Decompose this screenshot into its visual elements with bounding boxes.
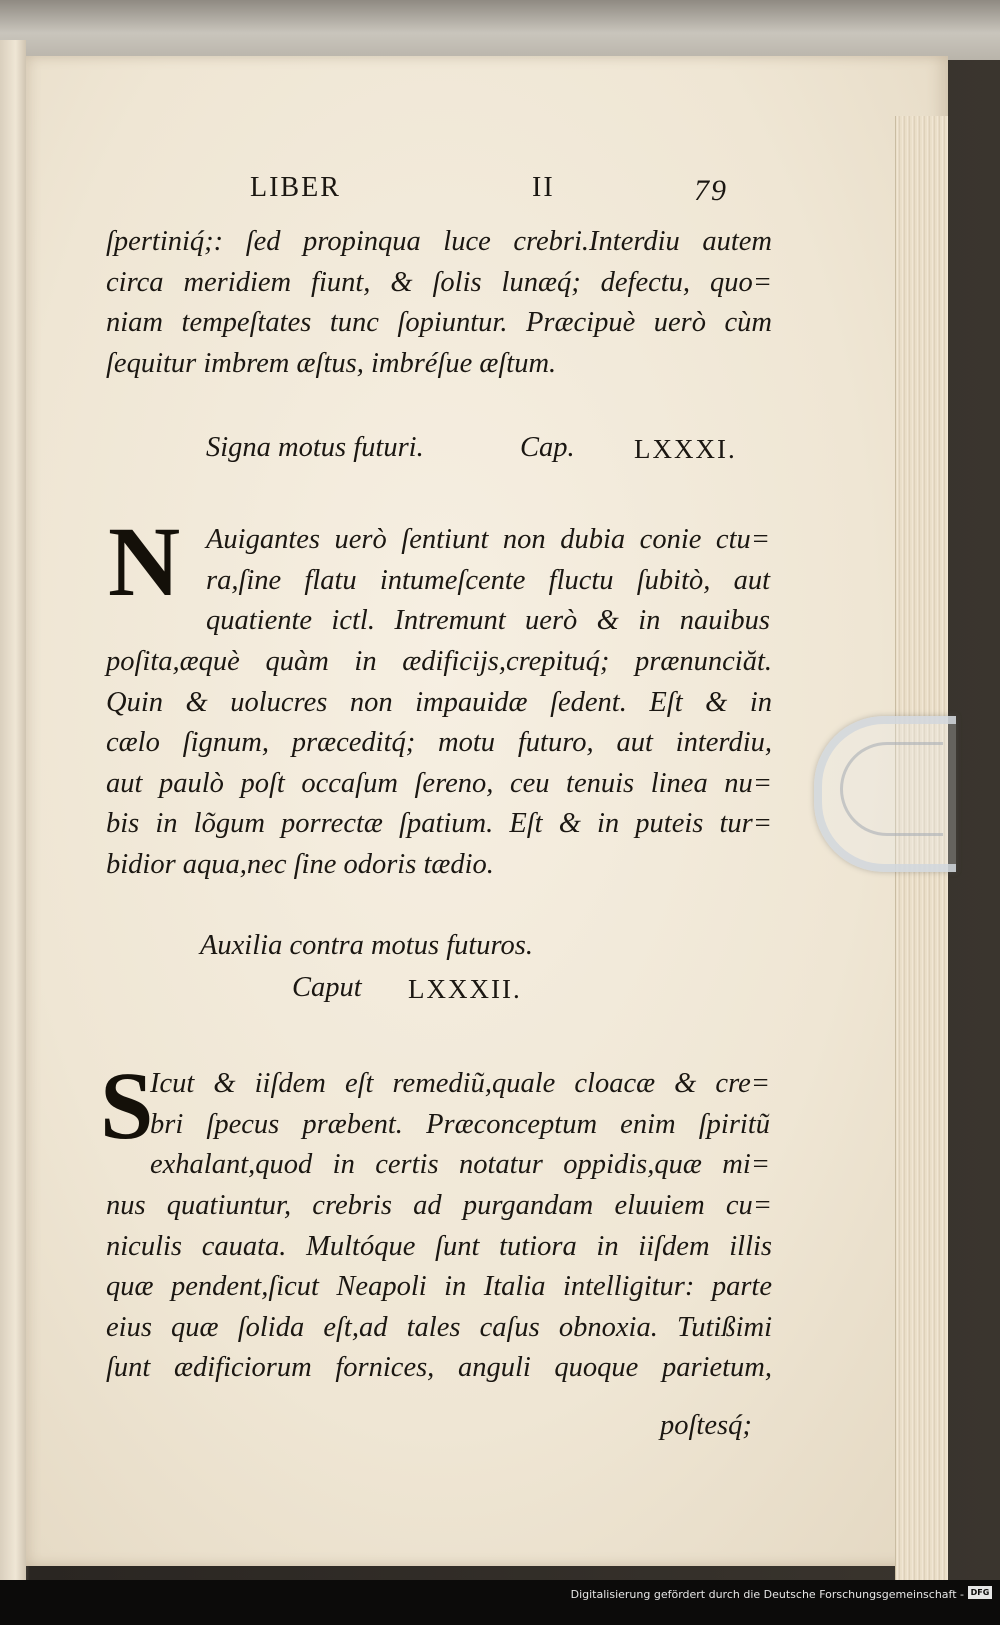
paper-clip-inner-loop — [840, 742, 943, 836]
page-number: 79 — [694, 174, 728, 207]
text-line: bidior aqua,nec ſine odoris tædio. — [106, 848, 494, 880]
chapter-81-cap-label: Cap. — [520, 432, 575, 463]
text-line: Icut & iiſdem eſt remediũ,quale cloacæ & cre= — [150, 1068, 770, 1099]
text-line: quatiente ictl. Intremunt uerò & in nauibus — [206, 605, 770, 636]
paragraph-2 — [106, 642, 772, 885]
chapter-81-numeral: LXXXI. — [634, 434, 737, 464]
text-line: poſita,æquè quàm in ædificijs,crepituq́; prænunciăt. — [106, 646, 772, 677]
chapter-81-number — [634, 434, 737, 466]
text-line: bis in lõgum porrectæ ſpatium. Eſt & in puteis tur= — [106, 808, 772, 839]
text-line: circa meridiem fiunt, & ſolis lunæq́; defectu, quo= — [106, 266, 772, 298]
text-line: quæ pendent,ſicut Neapoli in Italia intelligitur: parte — [106, 1271, 772, 1302]
chapter-81-title: Signa motus futuri. — [206, 432, 424, 463]
catchword: poſtesq́; — [660, 1410, 752, 1441]
paragraph-3 — [106, 1186, 772, 1389]
chapter-82-number — [408, 974, 522, 1006]
left-page-edge — [0, 40, 26, 1580]
text-line: niam tempeſtates tunc ſopiuntur. Præcipuè uerò cùm — [106, 307, 772, 338]
text-line: exhalant,quod in certis notatur oppidis,quæ mi= — [150, 1149, 770, 1180]
chapter-82-cap-label: Caput — [292, 972, 362, 1003]
book-cover-edge — [0, 0, 1000, 60]
running-head — [250, 172, 770, 216]
paragraph-2-indented — [206, 520, 770, 642]
paper-clip — [814, 716, 956, 872]
dfg-logo: DFG — [968, 1586, 992, 1599]
text-line: aut paulò poſt occaſum ſereno, ceu tenuis linea nu= — [106, 767, 772, 799]
chapter-82-numeral: LXXXII. — [408, 974, 522, 1004]
running-head-book-number: II — [532, 172, 555, 203]
text-line: bri ſpecus præbent. Præconceptum enim ſpiritũ — [150, 1108, 770, 1140]
drop-cap-s: S — [100, 1052, 154, 1159]
text-line: ra,ſine flatu intumeſcente fluctu ſubitò, aut — [206, 564, 770, 596]
paragraph-1 — [106, 222, 772, 384]
text-line: ſunt ædificiorum fornices, anguli quoque parietum, — [106, 1352, 772, 1383]
drop-cap-n: N — [108, 506, 181, 617]
text-line: Auigantes uerò ſentiunt non dubia conie ctu= — [206, 524, 770, 555]
text-line: nus quatiuntur, crebris ad purgandam eluuiem cu= — [106, 1190, 772, 1221]
text-line: eius quæ ſolida eſt,ad tales caſus obnoxia. Tutißimi — [106, 1311, 772, 1343]
footer-credit: Digitalisierung gefördert durch die Deutsche Forschungsgemeinschaft - — [570, 1588, 964, 1601]
paragraph-3-indented — [150, 1064, 770, 1186]
chapter-82-title: Auxilia contra motus futuros. — [200, 930, 534, 961]
running-head-book: LIBER — [250, 172, 341, 203]
text-line: niculis cauata. Multóque ſunt tutiora in iiſdem illis — [106, 1230, 772, 1262]
text-line: cælo ſignum, præceditq́; motu futuro, aut interdiu, — [106, 727, 772, 758]
text-line: ſpertiniq́;: ſed propinqua luce crebri.Interdiu autem — [106, 226, 772, 257]
footer-bar — [0, 1580, 1000, 1625]
text-line: Quin & uolucres non impauidæ ſedent. Eſt & in — [106, 686, 772, 718]
text-line: ſequitur imbrem æſtus, imbréſue æſtum. — [106, 347, 557, 379]
